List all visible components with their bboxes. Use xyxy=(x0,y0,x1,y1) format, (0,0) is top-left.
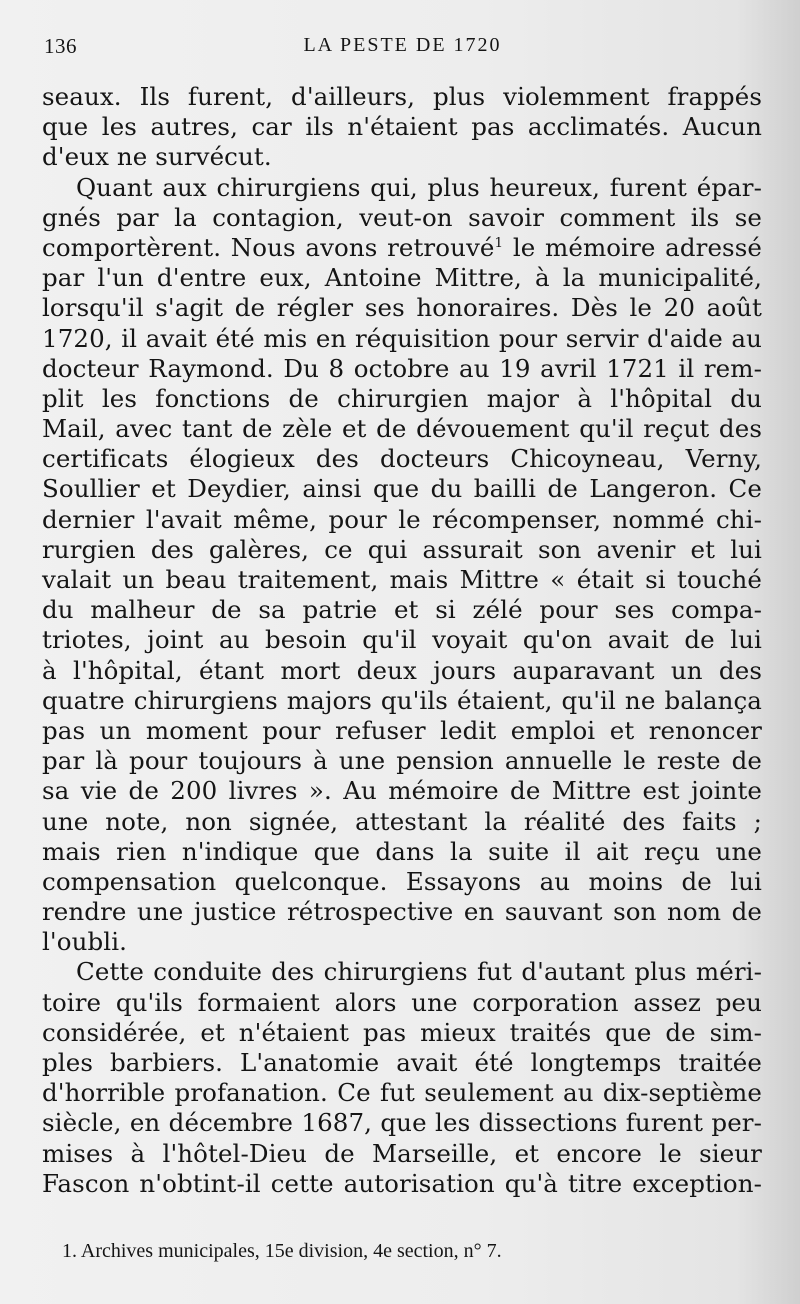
text-line: une note, non signée, attestant la réalité des faits ; xyxy=(42,806,762,836)
text-line: d'eux ne survécut. xyxy=(42,142,272,172)
text-line: lorsqu'il s'agit de régler ses honoraires. Dès le 20 août xyxy=(42,293,762,323)
body-text xyxy=(42,82,762,1199)
text-line: gnés par la contagion, veut-on savoir comment ils se xyxy=(42,202,762,232)
text-line: Quant aux chirurgiens qui, plus heureux, furent épar- xyxy=(76,172,762,202)
text-line: quatre chirurgiens majors qu'ils étaient, qu'il ne balança xyxy=(42,685,762,715)
text-line: à l'hôpital, étant mort deux jours auparavant un des xyxy=(42,655,762,685)
running-title: LA PESTE DE 1720 xyxy=(303,34,502,56)
text-line-with-footnote xyxy=(42,233,762,263)
text-line: toire qu'ils formaient alors une corporation assez peu xyxy=(42,987,762,1017)
page-number: 136 xyxy=(44,34,77,58)
text-line: par là pour toujours à une pension annuelle le reste de xyxy=(42,746,762,776)
text-line: seaux. Ils furent, d'ailleurs, plus violemment frappés xyxy=(42,82,762,111)
text-line: 1720, il avait été mis en réquisition pour servir d'aide au xyxy=(42,323,762,353)
text-segment: le mémoire adressé xyxy=(512,232,762,262)
text-line: par l'un d'entre eux, Antoine Mittre, à la municipalité, xyxy=(42,263,762,293)
text-line: Mail, avec tant de zèle et de dévouement qu'il reçut des xyxy=(42,414,762,444)
text-line: que les autres, car ils n'étaient pas acclimatés. Aucun xyxy=(42,112,762,142)
text-line: triotes, joint au besoin qu'il voyait qu'on avait de lui xyxy=(42,625,762,655)
text-line: valait un beau traitement, mais Mittre « était si touché xyxy=(42,565,762,594)
text-line: l'oubli. xyxy=(42,927,128,957)
page-header xyxy=(40,34,765,64)
text-line: plit les fonctions de chirurgien major à l'hôpital du xyxy=(42,383,762,413)
footnote: 1. Archives municipales, 15e division, 4e section, n° 7. xyxy=(62,1240,502,1262)
text-line: d'horrible profanation. Ce fut seulement au dix-septième xyxy=(42,1078,762,1108)
text-line: Soullier et Deydier, ainsi que du bailli de Langeron. Ce xyxy=(42,474,762,504)
text-line: compensation quelconque. Essayons au moins de lui xyxy=(42,866,762,896)
text-line: certificats élogieux des docteurs Chicoyneau, Verny, xyxy=(42,444,762,474)
footnote-reference: 1 xyxy=(494,234,504,251)
text-line: docteur Raymond. Du 8 octobre au 19 avril 1721 il rem- xyxy=(42,353,762,383)
text-segment: comportèrent. Nous avons retrouvé xyxy=(42,232,495,262)
text-line: mises à l'hôtel-Dieu de Marseille, et encore le sieur xyxy=(42,1138,762,1168)
text-line: Cette conduite des chirurgiens fut d'autant plus méri- xyxy=(76,957,762,987)
text-line: pas un moment pour refuser ledit emploi et renoncer xyxy=(42,715,762,745)
text-line: dernier l'avait même, pour le récompenser, nommé chi- xyxy=(42,504,762,534)
text-line: ples barbiers. L'anatomie avait été longtemps traitée xyxy=(42,1048,762,1077)
text-line: Fascon n'obtint-il cette autorisation qu'à titre exception- xyxy=(42,1168,762,1198)
text-line: considérée, et n'étaient pas mieux traités que de sim- xyxy=(42,1017,762,1047)
text-line: rurgien des galères, ce qui assurait son avenir et lui xyxy=(42,534,762,564)
text-line: du malheur de sa patrie et si zélé pour ses compa- xyxy=(42,595,762,625)
text-line: sa vie de 200 livres ». Au mémoire de Mittre est jointe xyxy=(42,776,762,806)
text-line: mais rien n'indique que dans la suite il ait reçu une xyxy=(42,836,762,866)
text-line: siècle, en décembre 1687, que les dissections furent per- xyxy=(42,1108,762,1138)
text-line: rendre une justice rétrospective en sauvant son nom de xyxy=(42,897,762,927)
